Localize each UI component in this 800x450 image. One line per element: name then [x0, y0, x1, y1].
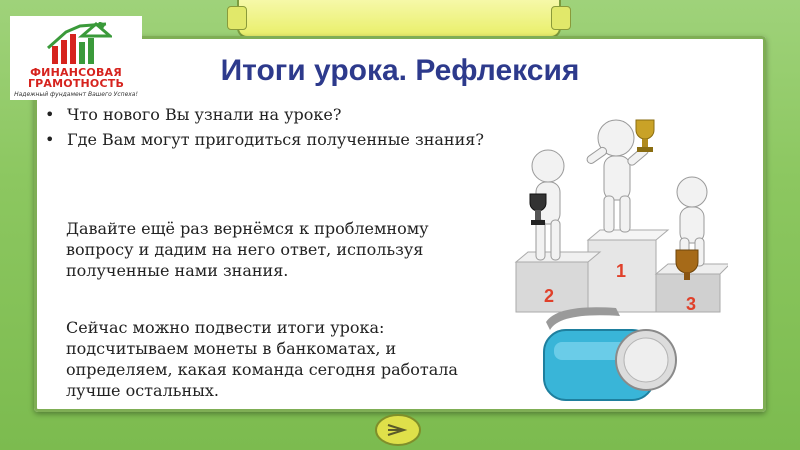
podium-place-2: 2	[544, 286, 555, 306]
podium-place-1: 1	[616, 261, 627, 281]
question-text: Что нового Вы узнали на уроке?	[67, 105, 342, 124]
question-text: Где Вам могут пригодиться полученные знания?	[67, 130, 484, 149]
podium-place-3: 3	[686, 294, 697, 314]
trophy-icon	[636, 120, 654, 152]
top-tab-decoration	[237, 0, 561, 38]
bullet-dot-icon: •	[45, 130, 55, 149]
logo-text-line2: ГРАМОТНОСТЬ	[27, 77, 125, 90]
logo-graph-icon	[46, 22, 112, 66]
logo	[10, 16, 142, 100]
paragraph-problem: Давайте ещё раз вернёмся к проблемному вопросу и дадим на него ответ, используя полученные нами знания.	[66, 219, 429, 280]
paragraph-summary: Сейчас можно подвести итоги урока: подсчитываем монеты в банкоматах, и определяем, какая команда сегодня работала лучше остальных.	[66, 318, 458, 400]
slide-title: Итоги урока. Рефлексия	[220, 54, 580, 87]
logo-slogan: Надежный фундамент Вашего Успеха!	[14, 91, 138, 98]
list-item	[45, 104, 485, 125]
question-list	[45, 104, 485, 154]
bullet-dot-icon: •	[45, 105, 55, 124]
list-item	[45, 129, 485, 150]
logo-text-line1: ФИНАНСОВАЯ	[30, 66, 122, 79]
coin-icon	[616, 330, 676, 390]
podium-illustration	[508, 112, 728, 412]
next-slide-button[interactable]	[374, 413, 422, 447]
